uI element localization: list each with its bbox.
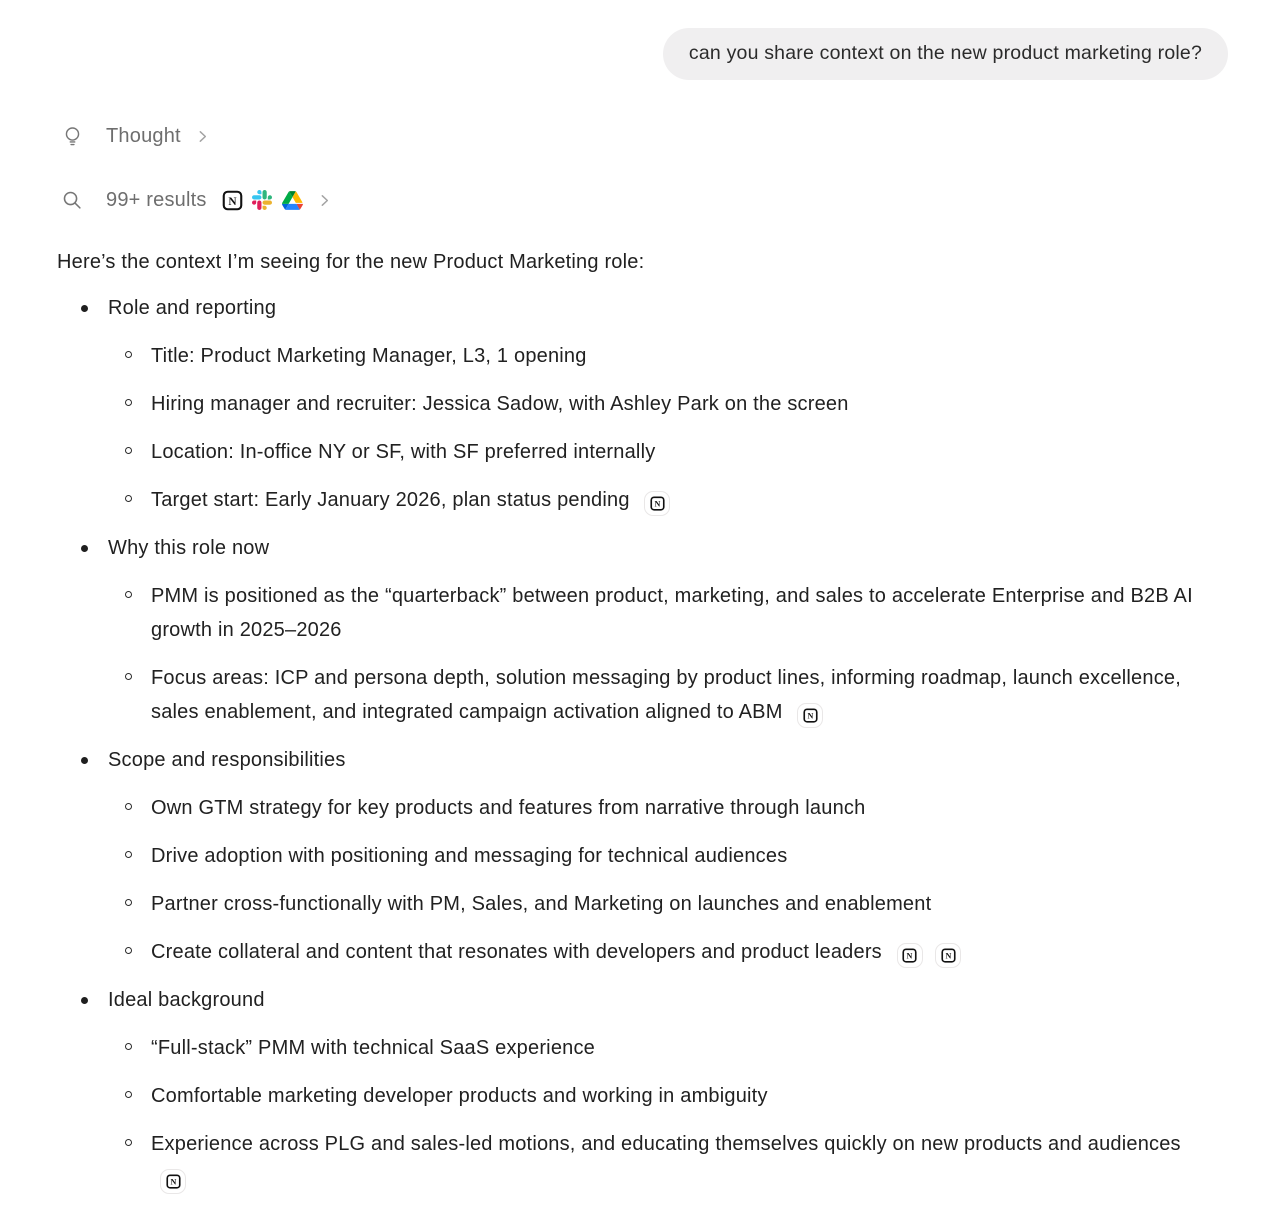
chevron-right-icon[interactable] [317, 192, 333, 208]
sub-bullet-marker [125, 1139, 132, 1146]
sub-item-content [151, 435, 655, 469]
sub-item-content [151, 339, 587, 373]
bullet-marker [81, 545, 88, 552]
user-message-bubble [663, 28, 1228, 80]
sub-bullet-marker [125, 399, 132, 406]
notion-citation-chip[interactable] [897, 943, 923, 968]
section-sublist [57, 1031, 1226, 1195]
notion-icon [222, 190, 243, 211]
list-item [57, 935, 1226, 969]
sub-bullet-marker [125, 899, 132, 906]
sub-item-content [151, 839, 787, 873]
section-sublist [57, 339, 1226, 517]
user-message-text: can you share context on the new product marketing role? [688, 42, 1202, 64]
sub-item-content [151, 935, 961, 969]
list-item [57, 435, 1226, 469]
svg-text:N: N [807, 711, 814, 721]
sub-item-text: Focus areas: ICP and persona depth, solution messaging by product lines, informing roadmap, launch excellence, sales enablement, and integrated campaign activation aligned to ABM [151, 667, 1181, 723]
list-item [57, 1031, 1226, 1065]
sub-bullet-marker [125, 1043, 132, 1050]
sub-item-content [151, 791, 865, 825]
response-section [57, 291, 1226, 517]
search-icon [60, 188, 84, 212]
section-sublist [57, 791, 1226, 969]
svg-text:N: N [170, 1177, 176, 1187]
notion-citation-chip[interactable] [797, 703, 823, 728]
section-sublist [57, 579, 1226, 729]
list-item [57, 1079, 1226, 1113]
list-item [57, 839, 1226, 873]
list-item [57, 791, 1226, 825]
lightbulb-icon [60, 124, 84, 148]
section-title-row [57, 743, 1226, 777]
sub-item-text: Title: Product Marketing Manager, L3, 1 opening [151, 345, 587, 367]
chevron-right-icon[interactable] [195, 128, 211, 144]
citation-group [783, 701, 824, 723]
sub-bullet-marker [125, 447, 132, 454]
sub-bullet-marker [125, 495, 132, 502]
response-list [57, 291, 1226, 1195]
user-message-row [0, 0, 1266, 80]
thought-label: Thought [106, 124, 181, 147]
sub-bullet-marker [125, 351, 132, 358]
assistant-response [57, 245, 1226, 1195]
sub-item-content [151, 1079, 768, 1113]
list-item [57, 483, 1226, 517]
notion-citation-chip[interactable] [160, 1169, 186, 1194]
sub-bullet-marker [125, 947, 132, 954]
bullet-marker [81, 997, 88, 1004]
bullet-marker [81, 757, 88, 764]
section-title: Scope and responsibilities [108, 749, 346, 771]
section-title-row [57, 983, 1226, 1017]
sub-item-content [151, 387, 849, 421]
list-item [57, 339, 1226, 373]
slack-icon [252, 190, 273, 211]
sub-item-text: Comfortable marketing developer products and working in ambiguity [151, 1085, 768, 1107]
list-item [57, 579, 1226, 647]
sub-item-content [151, 1127, 1203, 1195]
thought-toggle[interactable] [60, 124, 1266, 148]
response-intro: Here’s the context I’m seeing for the new Product Marketing role: [57, 251, 645, 273]
svg-text:N: N [654, 499, 661, 509]
sub-item-text: “Full-stack” PMM with technical SaaS experience [151, 1037, 595, 1059]
sub-item-content [151, 1031, 595, 1065]
sub-bullet-marker [125, 803, 132, 810]
google-drive-icon [282, 190, 303, 211]
list-item [57, 661, 1226, 729]
sub-item-content [151, 887, 931, 921]
response-section [57, 743, 1226, 969]
list-item [57, 387, 1226, 421]
citation-group [630, 489, 671, 511]
sub-bullet-marker [125, 673, 132, 680]
sub-item-content [151, 483, 670, 517]
result-source-icons [222, 190, 303, 211]
section-title-row [57, 291, 1226, 325]
results-label: 99+ results [106, 188, 207, 211]
svg-text:N: N [906, 951, 913, 961]
sub-item-content [151, 579, 1203, 647]
results-toggle[interactable] [60, 188, 1266, 212]
response-section [57, 531, 1226, 729]
notion-citation-chip[interactable] [644, 491, 670, 516]
list-item [57, 1127, 1226, 1195]
sub-item-text: Own GTM strategy for key products and features from narrative through launch [151, 797, 866, 819]
notion-citation-chip[interactable] [935, 943, 961, 968]
sub-item-text: Create collateral and content that resonates with developers and product leaders [151, 941, 882, 963]
sub-bullet-marker [125, 591, 132, 598]
sub-item-content [151, 661, 1203, 729]
list-item [57, 887, 1226, 921]
section-title: Ideal background [108, 989, 265, 1011]
sub-item-text: Experience across PLG and sales-led motions, and educating themselves quickly on new products and audiences [151, 1133, 1181, 1155]
sub-item-text: Target start: Early January 2026, plan status pending [151, 489, 630, 511]
sub-item-text: Hiring manager and recruiter: Jessica Sadow, with Ashley Park on the screen [151, 393, 849, 415]
section-title: Why this role now [108, 537, 270, 559]
sub-item-text: PMM is positioned as the “quarterback” between product, marketing, and sales to accelerate Enterprise and B2B AI growth in 2025–2026 [151, 585, 1193, 641]
response-section [57, 983, 1226, 1195]
section-title: Role and reporting [108, 297, 277, 319]
sub-item-text: Partner cross-functionally with PM, Sales, and Marketing on launches and enablement [151, 893, 932, 915]
citation-group [151, 1167, 186, 1189]
svg-text:N: N [227, 195, 237, 208]
sub-item-text: Location: In-office NY or SF, with SF preferred internally [151, 441, 656, 463]
sub-bullet-marker [125, 851, 132, 858]
sub-bullet-marker [125, 1091, 132, 1098]
bullet-marker [81, 305, 88, 312]
svg-text:N: N [945, 951, 952, 961]
sub-item-text: Drive adoption with positioning and messaging for technical audiences [151, 845, 788, 867]
section-title-row [57, 531, 1226, 565]
citation-group [882, 941, 962, 963]
